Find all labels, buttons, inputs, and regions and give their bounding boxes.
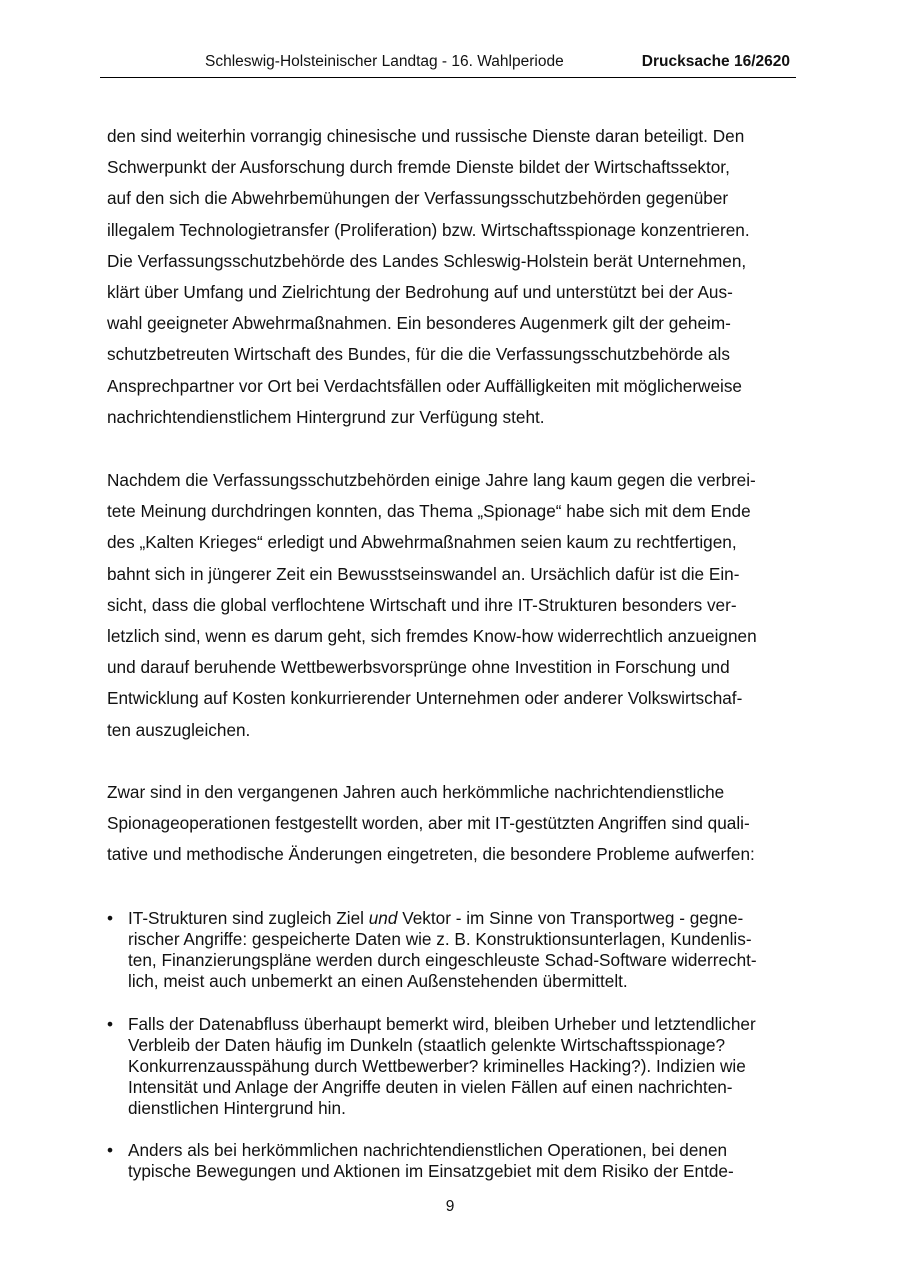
text-line: des „Kalten Krieges“ erledigt und Abwehrmaßnahmen seien kaum zu rechtfertigen, <box>107 532 737 553</box>
text-line: tative und methodische Änderungen eingetreten, die besondere Probleme aufwerfen: <box>107 844 755 865</box>
text-line: und darauf beruhende Wettbewerbsvorsprünge ohne Investition in Forschung und <box>107 657 730 678</box>
paragraph-1 <box>107 121 797 433</box>
text-line: lich, meist auch unbemerkt an einen Außenstehenden übermittelt. <box>128 971 628 991</box>
text-line: den sind weiterhin vorrangig chinesische und russische Dienste daran beteiligt. Den <box>107 126 745 146</box>
text-line: Die Verfassungsschutzbehörde des Landes Schleswig-Holstein berät Unternehmen, <box>107 250 747 271</box>
paragraph-3 <box>107 777 797 871</box>
text-line: Ansprechpartner vor Ort bei Verdachtsfällen oder Auffälligkeiten mit möglicherweise <box>107 375 742 396</box>
bullet-symbol: • <box>107 1014 114 1034</box>
text-line: wahl geeigneter Abwehrmaßnahmen. Ein besonderes Augenmerk gilt der geheim- <box>107 313 731 334</box>
text-line: schutzbetreuten Wirtschaft des Bundes, für die die Verfassungsschutzbehörde als <box>107 344 730 365</box>
text-line: nachrichtendienstlichem Hintergrund zur Verfügung steht. <box>107 406 545 427</box>
emphasis-text: und <box>368 908 398 928</box>
text-line: Spionageoperationen festgestellt worden, aber mit IT-gestützten Angriffen sind quali- <box>107 813 750 834</box>
text-line: letzlich sind, wenn es darum geht, sich fremdes Know-how widerrechtlich anzueignen <box>107 626 757 647</box>
text-segment: Vektor - im Sinne von Transportweg - gegne- <box>397 908 744 928</box>
bullet-symbol: • <box>107 908 114 928</box>
text-line: Nachdem die Verfassungsschutzbehörden einige Jahre lang kaum gegen die verbrei- <box>107 470 756 490</box>
text-line: dienstlichen Hintergrund hin. <box>128 1098 346 1118</box>
text-line: klärt über Umfang und Zielrichtung der Bedrohung auf und unterstützt bei der Aus- <box>107 282 733 303</box>
paragraph-2 <box>107 465 797 746</box>
header-title: Schleswig-Holsteinischer Landtag - 16. Wahlperiode <box>205 53 564 70</box>
page-number: 9 <box>445 1198 455 1215</box>
page-header <box>100 53 796 78</box>
text-line: ten auszugleichen. <box>107 719 251 740</box>
text-line <box>128 908 757 929</box>
text-line: Anders als bei herkömmlichen nachrichtendienstlichen Operationen, bei denen <box>128 1140 728 1160</box>
text-line: Zwar sind in den vergangenen Jahren auch herkömmliche nachrichtendienstliche <box>107 782 725 802</box>
bullet-symbol: • <box>107 1140 114 1160</box>
text-line: illegalem Technologietransfer (Proliferation) bzw. Wirtschaftsspionage konzentrieren. <box>107 219 750 240</box>
text-line: sicht, dass die global verflochtene Wirtschaft und ihre IT-Strukturen besonders ver- <box>107 594 737 615</box>
text-line: Verbleib der Daten häufig im Dunkeln (staatlich gelenkte Wirtschaftsspionage? <box>128 1035 726 1055</box>
text-line: ten, Finanzierungspläne werden durch eingeschleuste Schad-Software widerrecht- <box>128 950 757 970</box>
text-line: Falls der Datenabfluss überhaupt bemerkt wird, bleiben Urheber und letztendlicher <box>128 1014 756 1034</box>
header-doc-number: Drucksache 16/2620 <box>641 53 790 70</box>
text-segment: IT-Strukturen sind zugleich Ziel <box>128 908 369 928</box>
text-line: typische Bewegungen und Aktionen im Einsatzgebiet mit dem Risiko der Entde- <box>128 1161 734 1181</box>
text-line: tete Meinung durchdringen konnten, das Thema „Spionage“ habe sich mit dem Ende <box>107 501 751 522</box>
text-line: Konkurrenzausspähung durch Wettbewerber? kriminelles Hacking?). Indizien wie <box>128 1056 746 1076</box>
text-line: auf den sich die Abwehrbemühungen der Verfassungsschutzbehörden gegenüber <box>107 188 729 209</box>
text-line: Intensität und Anlage der Angriffe deuten in vielen Fällen auf einen nachrichten- <box>128 1077 733 1097</box>
text-line: Schwerpunkt der Ausforschung durch fremde Dienste bildet der Wirtschaftssektor, <box>107 157 730 178</box>
text-line: bahnt sich in jüngerer Zeit ein Bewusstseinswandel an. Ursächlich dafür ist die Ein- <box>107 563 740 584</box>
text-line: rischer Angriffe: gespeicherte Daten wie z. B. Konstruktionsunterlagen, Kundenlis- <box>128 929 752 949</box>
text-line: Entwicklung auf Kosten konkurrierender Unternehmen oder anderer Volkswirtschaf- <box>107 688 743 709</box>
